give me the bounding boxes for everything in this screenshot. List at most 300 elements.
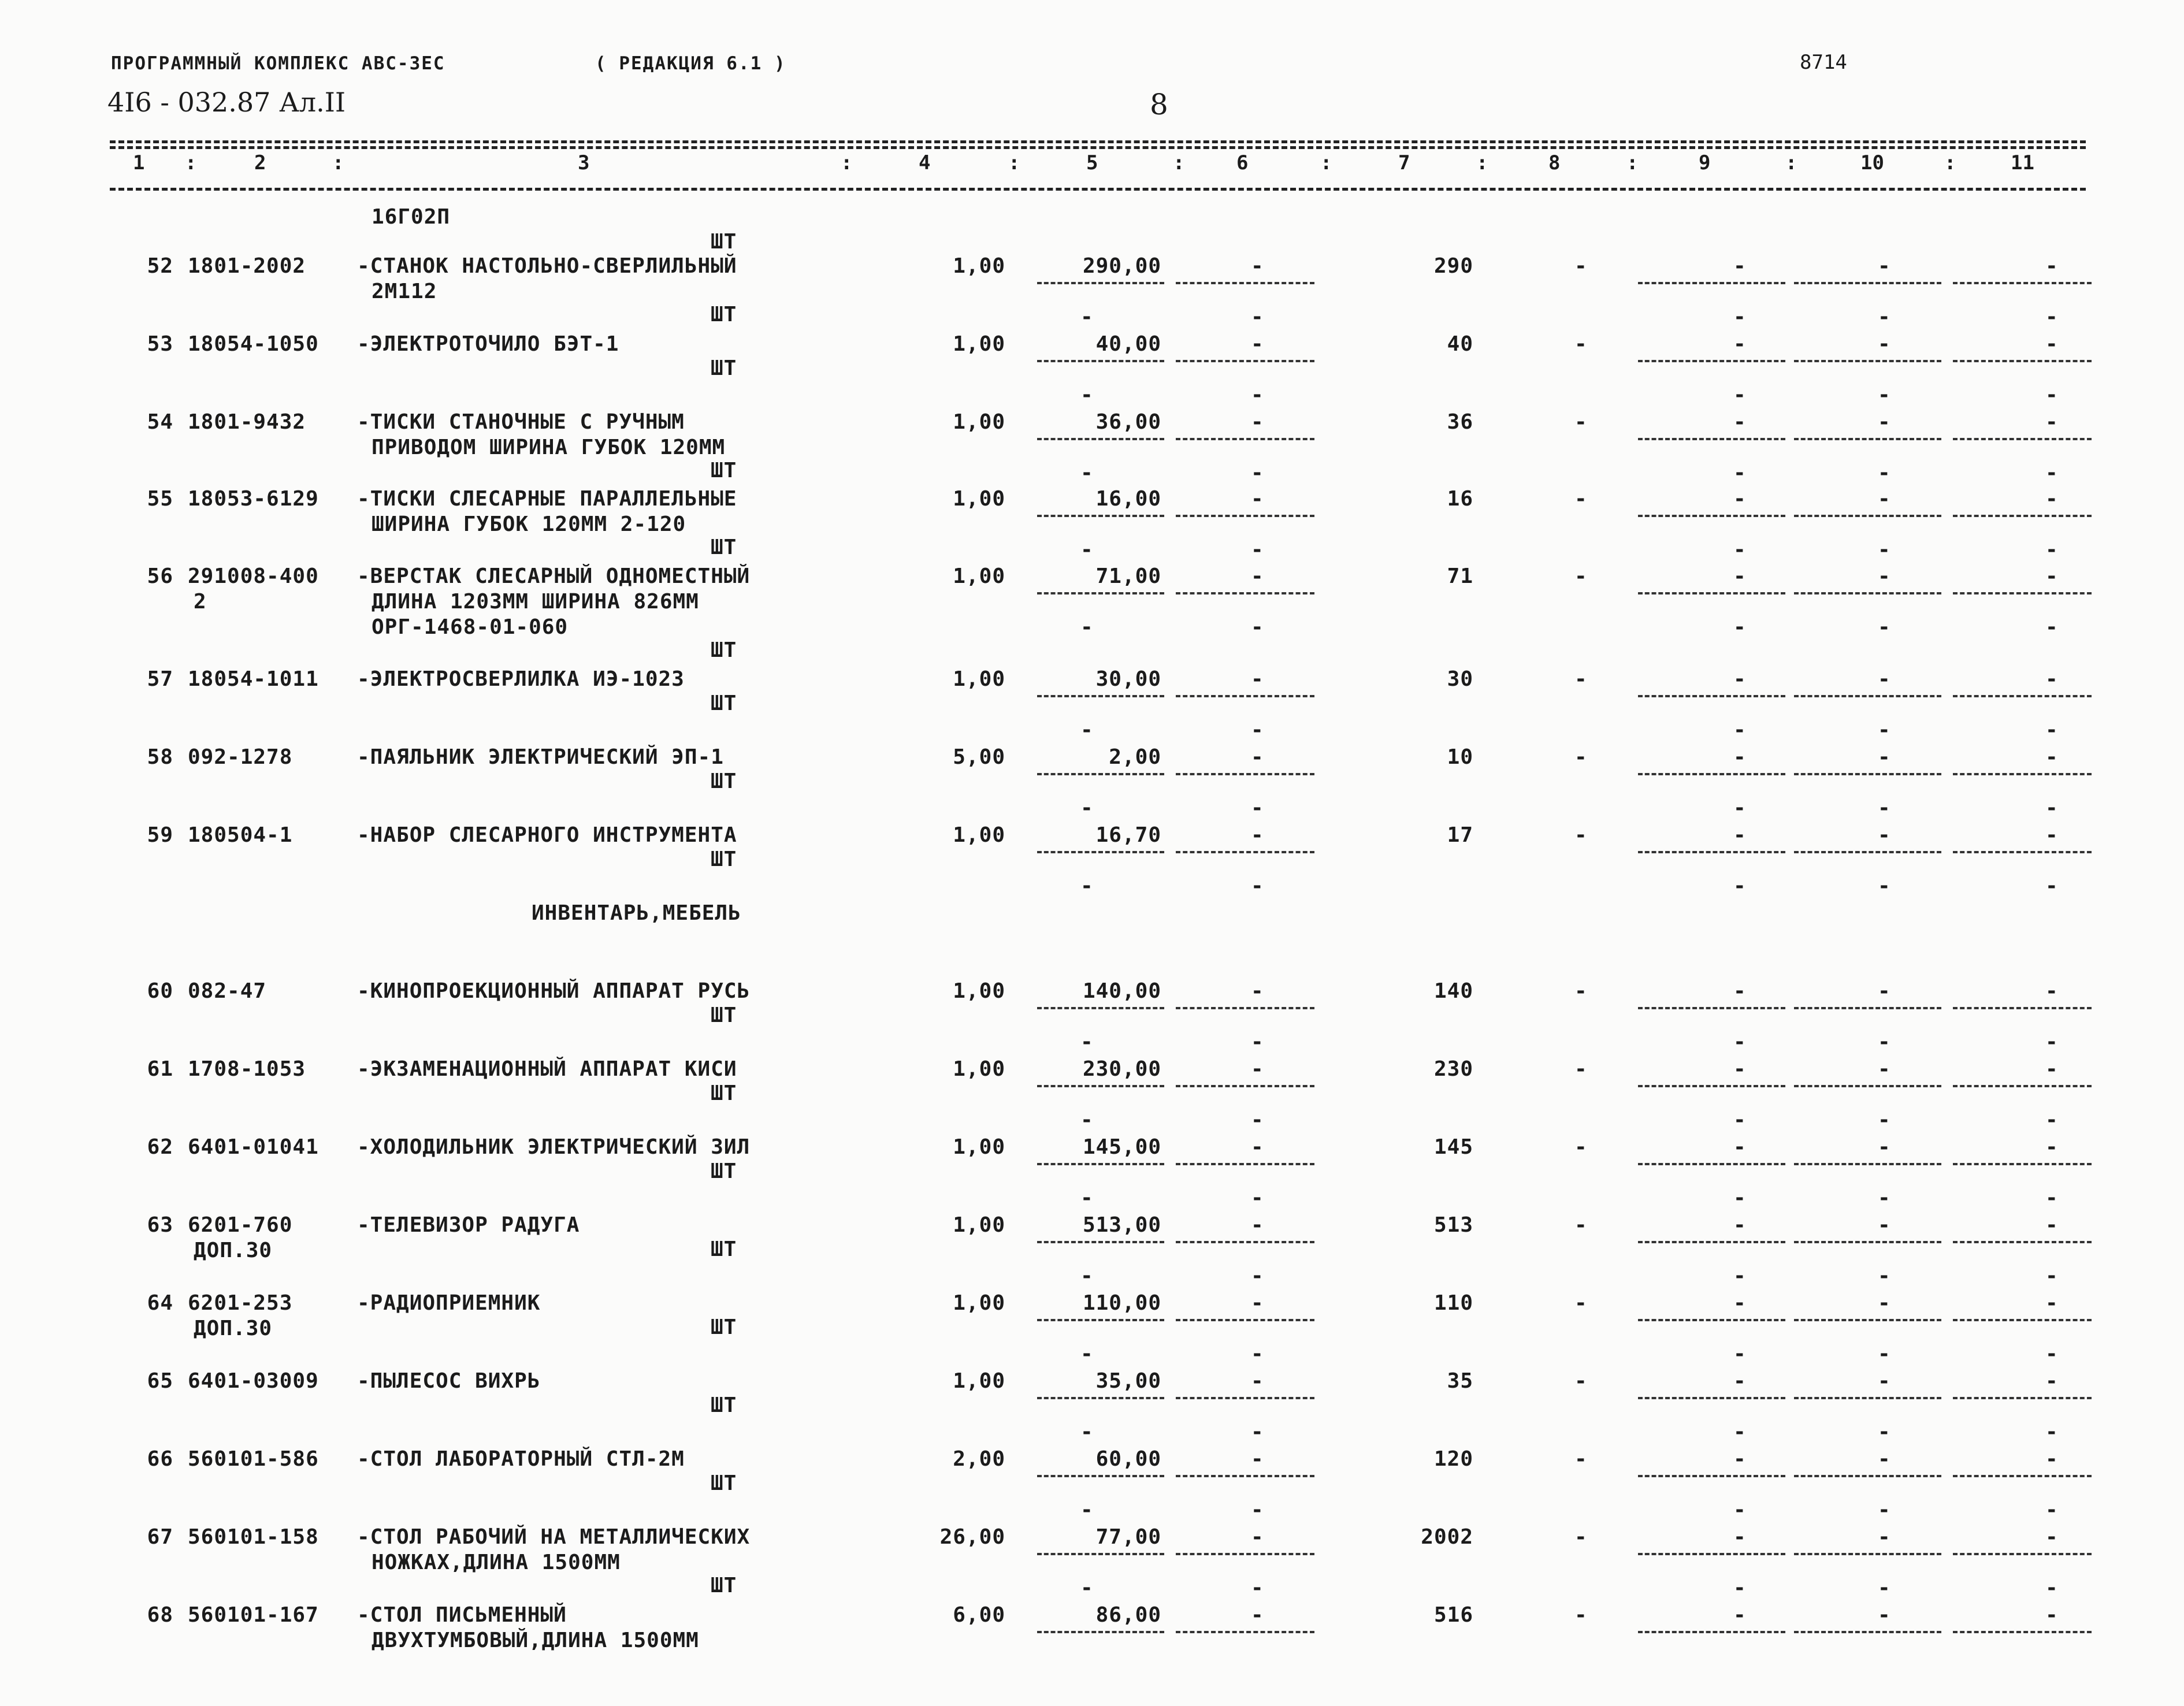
unit-of-measure: ШТ: [711, 1003, 737, 1027]
empty-cell-10-carry: -: [1878, 1108, 1891, 1132]
empty-cell-11: -: [2045, 1213, 2059, 1237]
item-name-line: -РАДИОПРИЕМНИК: [357, 1291, 541, 1315]
empty-cell-10: -: [1878, 1135, 1891, 1159]
total-cost: 2002: [1421, 1525, 1473, 1549]
price-underline: [1037, 438, 1164, 440]
column-header-9: 9: [1699, 151, 1711, 174]
price-underline: [1037, 1319, 1164, 1321]
total-cost: 30: [1447, 667, 1473, 691]
price-underline: [1037, 851, 1164, 853]
empty-cell-8: -: [1574, 1369, 1588, 1393]
empty-cell-6: -: [1251, 1369, 1264, 1393]
empty-cell-6: -: [1251, 1447, 1264, 1471]
price-underline: [1037, 1085, 1164, 1087]
empty-cell-6: -: [1251, 254, 1264, 278]
unit-of-measure: ШТ: [711, 1574, 737, 1597]
empty-cell-6-carry: -: [1251, 305, 1264, 329]
unit-price: 30,00: [1095, 667, 1161, 691]
col10-underline: [1794, 438, 1941, 440]
total-cost: 513: [1433, 1213, 1473, 1237]
col10-underline: [1794, 695, 1941, 697]
empty-cell-9: -: [1733, 1213, 1747, 1237]
empty-cell-10-carry: -: [1878, 538, 1891, 562]
column-header-7: 7: [1398, 151, 1410, 174]
item-code: 6201-253: [188, 1291, 293, 1315]
col11-underline: [1953, 773, 2092, 775]
empty-cell-9-carry: -: [1733, 305, 1747, 329]
empty-cell-9: -: [1733, 487, 1747, 511]
empty-cell-10-carry: -: [1878, 615, 1891, 639]
item-name-line: -КИНОПРОЕКЦИОННЫЙ АППАРАТ РУСЬ: [357, 979, 751, 1003]
total-cost: 40: [1447, 332, 1473, 356]
col10-underline: [1794, 1241, 1941, 1243]
item-name-line: ПРИВОДОМ ШИРИНА ГУБОК 120ММ: [372, 436, 726, 459]
item-name-line: -ХОЛОДИЛЬНИК ЭЛЕКТРИЧЕСКИЙ ЗИЛ: [357, 1135, 751, 1159]
empty-cell-9-carry: -: [1733, 874, 1747, 898]
empty-cell-10-carry: -: [1878, 1186, 1891, 1210]
empty-cell-10: -: [1878, 1369, 1891, 1393]
empty-cell-price-carry: -: [1080, 461, 1094, 485]
empty-cell-6-carry: -: [1251, 461, 1264, 485]
price-underline: [1037, 1241, 1164, 1243]
empty-cell-10-carry: -: [1878, 874, 1891, 898]
col11-underline: [1953, 1007, 2092, 1009]
empty-cell-6: -: [1251, 667, 1264, 691]
unit-of-measure: ШТ: [711, 303, 737, 326]
col6-underline: [1176, 1319, 1314, 1321]
empty-cell-11: -: [2045, 410, 2059, 434]
empty-cell-6-carry: -: [1251, 1420, 1264, 1444]
empty-cell-6: -: [1251, 1057, 1264, 1081]
col11-underline: [1953, 592, 2092, 594]
item-name-line: -ПАЯЛЬНИК ЭЛЕКТРИЧЕСКИЙ ЭП-1: [357, 745, 724, 769]
item-name-line: -СТОЛ РАБОЧИЙ НА МЕТАЛЛИЧЕСКИХ: [357, 1525, 751, 1549]
empty-cell-6: -: [1251, 823, 1264, 847]
empty-cell-9-carry: -: [1733, 796, 1747, 820]
unit-price: 40,00: [1095, 332, 1161, 356]
column-header-3: 3: [578, 151, 590, 174]
empty-cell-6: -: [1251, 1525, 1264, 1549]
quantity: 1,00: [953, 1057, 1005, 1081]
program-edition: ( РЕДАКЦИЯ 6.1 ): [595, 53, 786, 74]
empty-cell-8: -: [1574, 745, 1588, 769]
item-code: 6401-01041: [188, 1135, 319, 1159]
unit-price: 86,00: [1095, 1603, 1161, 1627]
empty-cell-9: -: [1733, 1369, 1747, 1393]
empty-cell-11: -: [2045, 1135, 2059, 1159]
empty-cell-9: -: [1733, 564, 1747, 588]
unit-price: 16,00: [1095, 487, 1161, 511]
empty-cell-11-carry: -: [2045, 874, 2059, 898]
quantity: 1,00: [953, 667, 1005, 691]
unit-price: 36,00: [1095, 410, 1161, 434]
empty-cell-10-carry: -: [1878, 1576, 1891, 1600]
empty-cell-11-carry: -: [2045, 718, 2059, 742]
quantity: 6,00: [953, 1603, 1005, 1627]
col9-underline: [1638, 438, 1785, 440]
empty-cell-11-carry: -: [2045, 1030, 2059, 1054]
empty-cell-8: -: [1574, 667, 1588, 691]
empty-cell-8: -: [1574, 487, 1588, 511]
empty-cell-price-carry: -: [1080, 1342, 1094, 1366]
empty-cell-11: -: [2045, 1369, 2059, 1393]
empty-cell-10: -: [1878, 1447, 1891, 1471]
column-separator: :: [841, 151, 853, 174]
unit-of-measure: ШТ: [711, 459, 737, 482]
quantity: 1,00: [953, 1291, 1005, 1315]
quantity: 1,00: [953, 254, 1005, 278]
total-cost: 10: [1447, 745, 1473, 769]
empty-cell-11: -: [2045, 1291, 2059, 1315]
empty-cell-9-carry: -: [1733, 1108, 1747, 1132]
unit-price: 140,00: [1082, 979, 1161, 1003]
item-name-line: -СТАНОК НАСТОЛЬНО-СВЕРЛИЛЬНЫЙ: [357, 254, 737, 278]
col6-underline: [1176, 695, 1314, 697]
item-code: 1801-2002: [188, 254, 306, 278]
item-code: 082-47: [188, 979, 267, 1003]
item-code: 18054-1050: [188, 332, 319, 356]
unit-of-measure: ШТ: [711, 1237, 737, 1261]
col10-underline: [1794, 1319, 1941, 1321]
empty-cell-price-carry: -: [1080, 1264, 1094, 1288]
column-header-4: 4: [919, 151, 931, 174]
row-number: 66: [147, 1447, 173, 1471]
column-header-8: 8: [1548, 151, 1561, 174]
header-top-rule-2: [110, 146, 2086, 149]
item-code-suffix: ДОП.30: [194, 1239, 273, 1262]
col6-underline: [1176, 773, 1314, 775]
quantity: 1,00: [953, 1369, 1005, 1393]
empty-cell-10-carry: -: [1878, 461, 1891, 485]
column-separator: :: [185, 151, 197, 174]
col6-underline: [1176, 1163, 1314, 1165]
empty-cell-8: -: [1574, 1291, 1588, 1315]
col11-underline: [1953, 282, 2092, 284]
total-cost: 230: [1433, 1057, 1473, 1081]
empty-cell-10-carry: -: [1878, 1030, 1891, 1054]
total-cost: 140: [1433, 979, 1473, 1003]
column-separator: :: [1944, 151, 1956, 174]
empty-cell-11-carry: -: [2045, 1186, 2059, 1210]
empty-cell-9: -: [1733, 332, 1747, 356]
item-name-line: -ТЕЛЕВИЗОР РАДУГА: [357, 1213, 580, 1237]
col6-underline: [1176, 1241, 1314, 1243]
col11-underline: [1953, 360, 2092, 362]
row-number: 63: [147, 1213, 173, 1237]
item-code: 560101-158: [188, 1525, 319, 1549]
column-header-2: 2: [254, 151, 266, 174]
empty-cell-10-carry: -: [1878, 305, 1891, 329]
item-code: 1708-1053: [188, 1057, 306, 1081]
col6-underline: [1176, 1553, 1314, 1555]
col9-underline: [1638, 1553, 1785, 1555]
empty-cell-11-carry: -: [2045, 461, 2059, 485]
column-header-5: 5: [1086, 151, 1098, 174]
empty-cell-11: -: [2045, 1603, 2059, 1627]
row-number: 61: [147, 1057, 173, 1081]
col10-underline: [1794, 851, 1941, 853]
column-separator: :: [332, 151, 344, 174]
item-name-line: -ВЕРСТАК СЛЕСАРНЫЙ ОДНОМЕСТНЫЙ: [357, 564, 751, 588]
column-header-1: 1: [133, 151, 145, 174]
unit-of-measure: ШТ: [711, 848, 737, 871]
empty-cell-9-carry: -: [1733, 1264, 1747, 1288]
total-cost: 145: [1433, 1135, 1473, 1159]
empty-cell-price-carry: -: [1080, 874, 1094, 898]
empty-cell-10-carry: -: [1878, 718, 1891, 742]
col10-underline: [1794, 1553, 1941, 1555]
unit-of-measure: ШТ: [711, 1315, 737, 1339]
empty-cell-8: -: [1574, 1057, 1588, 1081]
empty-cell-6: -: [1251, 1603, 1264, 1627]
row-number: 58: [147, 745, 173, 769]
price-underline: [1037, 1007, 1164, 1009]
item-code: 1801-9432: [188, 410, 306, 434]
unit-of-measure: ШТ: [711, 536, 737, 559]
column-separator: :: [1626, 151, 1639, 174]
price-underline: [1037, 1475, 1164, 1477]
empty-cell-10: -: [1878, 1057, 1891, 1081]
empty-cell-6-carry: -: [1251, 1186, 1264, 1210]
row-number: 56: [147, 564, 173, 588]
carry-over-text: 16Г02П: [372, 205, 451, 229]
item-code: 6201-760: [188, 1213, 293, 1237]
col10-underline: [1794, 1631, 1941, 1633]
empty-cell-9: -: [1733, 1525, 1747, 1549]
price-underline: [1037, 1631, 1164, 1633]
col10-underline: [1794, 515, 1941, 517]
empty-cell-9: -: [1733, 254, 1747, 278]
column-header-6: 6: [1236, 151, 1249, 174]
empty-cell-11: -: [2045, 332, 2059, 356]
empty-cell-11-carry: -: [2045, 305, 2059, 329]
empty-cell-9-carry: -: [1733, 1420, 1747, 1444]
row-number: 59: [147, 823, 173, 847]
col9-underline: [1638, 282, 1785, 284]
total-cost: 35: [1447, 1369, 1473, 1393]
col10-underline: [1794, 1007, 1941, 1009]
item-code: 180504-1: [188, 823, 293, 847]
empty-cell-9: -: [1733, 1447, 1747, 1471]
item-code: 560101-167: [188, 1603, 319, 1627]
row-number: 68: [147, 1603, 173, 1627]
col9-underline: [1638, 1007, 1785, 1009]
column-separator: :: [1320, 151, 1332, 174]
unit-of-measure: ШТ: [711, 770, 737, 793]
empty-cell-6: -: [1251, 1291, 1264, 1315]
quantity: 26,00: [939, 1525, 1005, 1549]
col10-underline: [1794, 1163, 1941, 1165]
document-code: 4I6 - 032.87 Ал.II: [107, 87, 346, 118]
col9-underline: [1638, 592, 1785, 594]
total-cost: 516: [1433, 1603, 1473, 1627]
empty-cell-6-carry: -: [1251, 718, 1264, 742]
column-separator: :: [1476, 151, 1488, 174]
empty-cell-8: -: [1574, 979, 1588, 1003]
empty-cell-8: -: [1574, 1213, 1588, 1237]
col10-underline: [1794, 773, 1941, 775]
column-separator: :: [1008, 151, 1020, 174]
empty-cell-8: -: [1574, 254, 1588, 278]
empty-cell-6-carry: -: [1251, 1498, 1264, 1522]
empty-cell-price-carry: -: [1080, 305, 1094, 329]
col11-underline: [1953, 1397, 2092, 1399]
col11-underline: [1953, 515, 2092, 517]
col6-underline: [1176, 851, 1314, 853]
unit-of-measure: ШТ: [711, 1081, 737, 1105]
empty-cell-11: -: [2045, 254, 2059, 278]
empty-cell-price-carry: -: [1080, 1420, 1094, 1444]
row-number: 52: [147, 254, 173, 278]
quantity: 5,00: [953, 745, 1005, 769]
total-cost: 36: [1447, 410, 1473, 434]
empty-cell-price-carry: -: [1080, 1186, 1094, 1210]
unit-of-measure: ШТ: [711, 1471, 737, 1495]
empty-cell-6-carry: -: [1251, 615, 1264, 639]
col11-underline: [1953, 1163, 2092, 1165]
empty-cell-9-carry: -: [1733, 1498, 1747, 1522]
empty-cell-11-carry: -: [2045, 383, 2059, 407]
empty-cell-9: -: [1733, 667, 1747, 691]
empty-cell-6-carry: -: [1251, 1342, 1264, 1366]
col10-underline: [1794, 1397, 1941, 1399]
empty-cell-price-carry: -: [1080, 383, 1094, 407]
empty-cell-9-carry: -: [1733, 461, 1747, 485]
unit-price: 77,00: [1095, 1525, 1161, 1549]
unit-price: 35,00: [1095, 1369, 1161, 1393]
empty-cell-price-carry: -: [1080, 796, 1094, 820]
unit-price: 145,00: [1082, 1135, 1161, 1159]
price-underline: [1037, 282, 1164, 284]
row-number: 55: [147, 487, 173, 511]
unit-price: 2,00: [1109, 745, 1161, 769]
empty-cell-9-carry: -: [1733, 538, 1747, 562]
col11-underline: [1953, 851, 2092, 853]
header-top-rule: [110, 140, 2086, 143]
price-underline: [1037, 515, 1164, 517]
col11-underline: [1953, 1631, 2092, 1633]
unit-price: 230,00: [1082, 1057, 1161, 1081]
empty-cell-8: -: [1574, 1603, 1588, 1627]
col10-underline: [1794, 282, 1941, 284]
empty-cell-9: -: [1733, 1135, 1747, 1159]
empty-cell-11: -: [2045, 1525, 2059, 1549]
price-underline: [1037, 1397, 1164, 1399]
empty-cell-11: -: [2045, 1447, 2059, 1471]
empty-cell-8: -: [1574, 1135, 1588, 1159]
total-cost: 110: [1433, 1291, 1473, 1315]
item-name-line: ДВУХТУМБОВЫЙ,ДЛИНА 1500ММ: [372, 1629, 699, 1652]
total-cost: 17: [1447, 823, 1473, 847]
quantity: 1,00: [953, 564, 1005, 588]
row-number: 53: [147, 332, 173, 356]
empty-cell-8: -: [1574, 1525, 1588, 1549]
empty-cell-6: -: [1251, 332, 1264, 356]
unit-of-measure: ШТ: [711, 1393, 737, 1417]
unit-price: 71,00: [1095, 564, 1161, 588]
empty-cell-10-carry: -: [1878, 1342, 1891, 1366]
empty-cell-10-carry: -: [1878, 1498, 1891, 1522]
empty-cell-6-carry: -: [1251, 1030, 1264, 1054]
item-code: 6401-03009: [188, 1369, 319, 1393]
col9-underline: [1638, 851, 1785, 853]
col9-underline: [1638, 1163, 1785, 1165]
col6-underline: [1176, 360, 1314, 362]
item-code: 18053-6129: [188, 487, 319, 511]
empty-cell-11-carry: -: [2045, 1420, 2059, 1444]
empty-cell-6-carry: -: [1251, 1576, 1264, 1600]
column-separator: :: [1173, 151, 1185, 174]
col10-underline: [1794, 1475, 1941, 1477]
empty-cell-8: -: [1574, 1447, 1588, 1471]
total-cost: 120: [1433, 1447, 1473, 1471]
empty-cell-10: -: [1878, 1291, 1891, 1315]
quantity: 1,00: [953, 1213, 1005, 1237]
empty-cell-6: -: [1251, 487, 1264, 511]
unit-price: 513,00: [1082, 1213, 1161, 1237]
empty-cell-price-carry: -: [1080, 1030, 1094, 1054]
carry-over-unit: ШТ: [711, 230, 737, 254]
empty-cell-9: -: [1733, 410, 1747, 434]
empty-cell-10: -: [1878, 332, 1891, 356]
row-number: 67: [147, 1525, 173, 1549]
empty-cell-10: -: [1878, 745, 1891, 769]
quantity: 1,00: [953, 823, 1005, 847]
col11-underline: [1953, 695, 2092, 697]
empty-cell-11-carry: -: [2045, 538, 2059, 562]
col9-underline: [1638, 1631, 1785, 1633]
item-code: 560101-586: [188, 1447, 319, 1471]
total-cost: 71: [1447, 564, 1473, 588]
empty-cell-10: -: [1878, 410, 1891, 434]
col9-underline: [1638, 773, 1785, 775]
unit-price: 290,00: [1082, 254, 1161, 278]
col6-underline: [1176, 592, 1314, 594]
item-name-line: -ЭЛЕКТРОТОЧИЛО БЭТ-1: [357, 332, 619, 356]
empty-cell-9-carry: -: [1733, 1576, 1747, 1600]
empty-cell-10-carry: -: [1878, 1420, 1891, 1444]
quantity: 1,00: [953, 1135, 1005, 1159]
empty-cell-11: -: [2045, 823, 2059, 847]
empty-cell-9: -: [1733, 1603, 1747, 1627]
empty-cell-10-carry: -: [1878, 383, 1891, 407]
quantity: 1,00: [953, 410, 1005, 434]
unit-price: 110,00: [1082, 1291, 1161, 1315]
col9-underline: [1638, 1397, 1785, 1399]
empty-cell-10: -: [1878, 1603, 1891, 1627]
item-code: 18054-1011: [188, 667, 319, 691]
col9-underline: [1638, 1475, 1785, 1477]
price-underline: [1037, 360, 1164, 362]
col9-underline: [1638, 1085, 1785, 1087]
item-name-line: -СТОЛ ЛАБОРАТОРНЫЙ СТЛ-2М: [357, 1447, 685, 1471]
row-number: 54: [147, 410, 173, 434]
item-name-line: -ПЫЛЕСОС ВИХРЬ: [357, 1369, 541, 1393]
empty-cell-10: -: [1878, 564, 1891, 588]
col11-underline: [1953, 1319, 2092, 1321]
price-underline: [1037, 1163, 1164, 1165]
empty-cell-11-carry: -: [2045, 1498, 2059, 1522]
col6-underline: [1176, 1397, 1314, 1399]
empty-cell-11: -: [2045, 979, 2059, 1003]
empty-cell-6-carry: -: [1251, 796, 1264, 820]
item-code: 092-1278: [188, 745, 293, 769]
empty-cell-10: -: [1878, 1213, 1891, 1237]
col9-underline: [1638, 1241, 1785, 1243]
item-code-suffix: ДОП.30: [194, 1317, 273, 1340]
empty-cell-6: -: [1251, 1213, 1264, 1237]
empty-cell-10-carry: -: [1878, 1264, 1891, 1288]
